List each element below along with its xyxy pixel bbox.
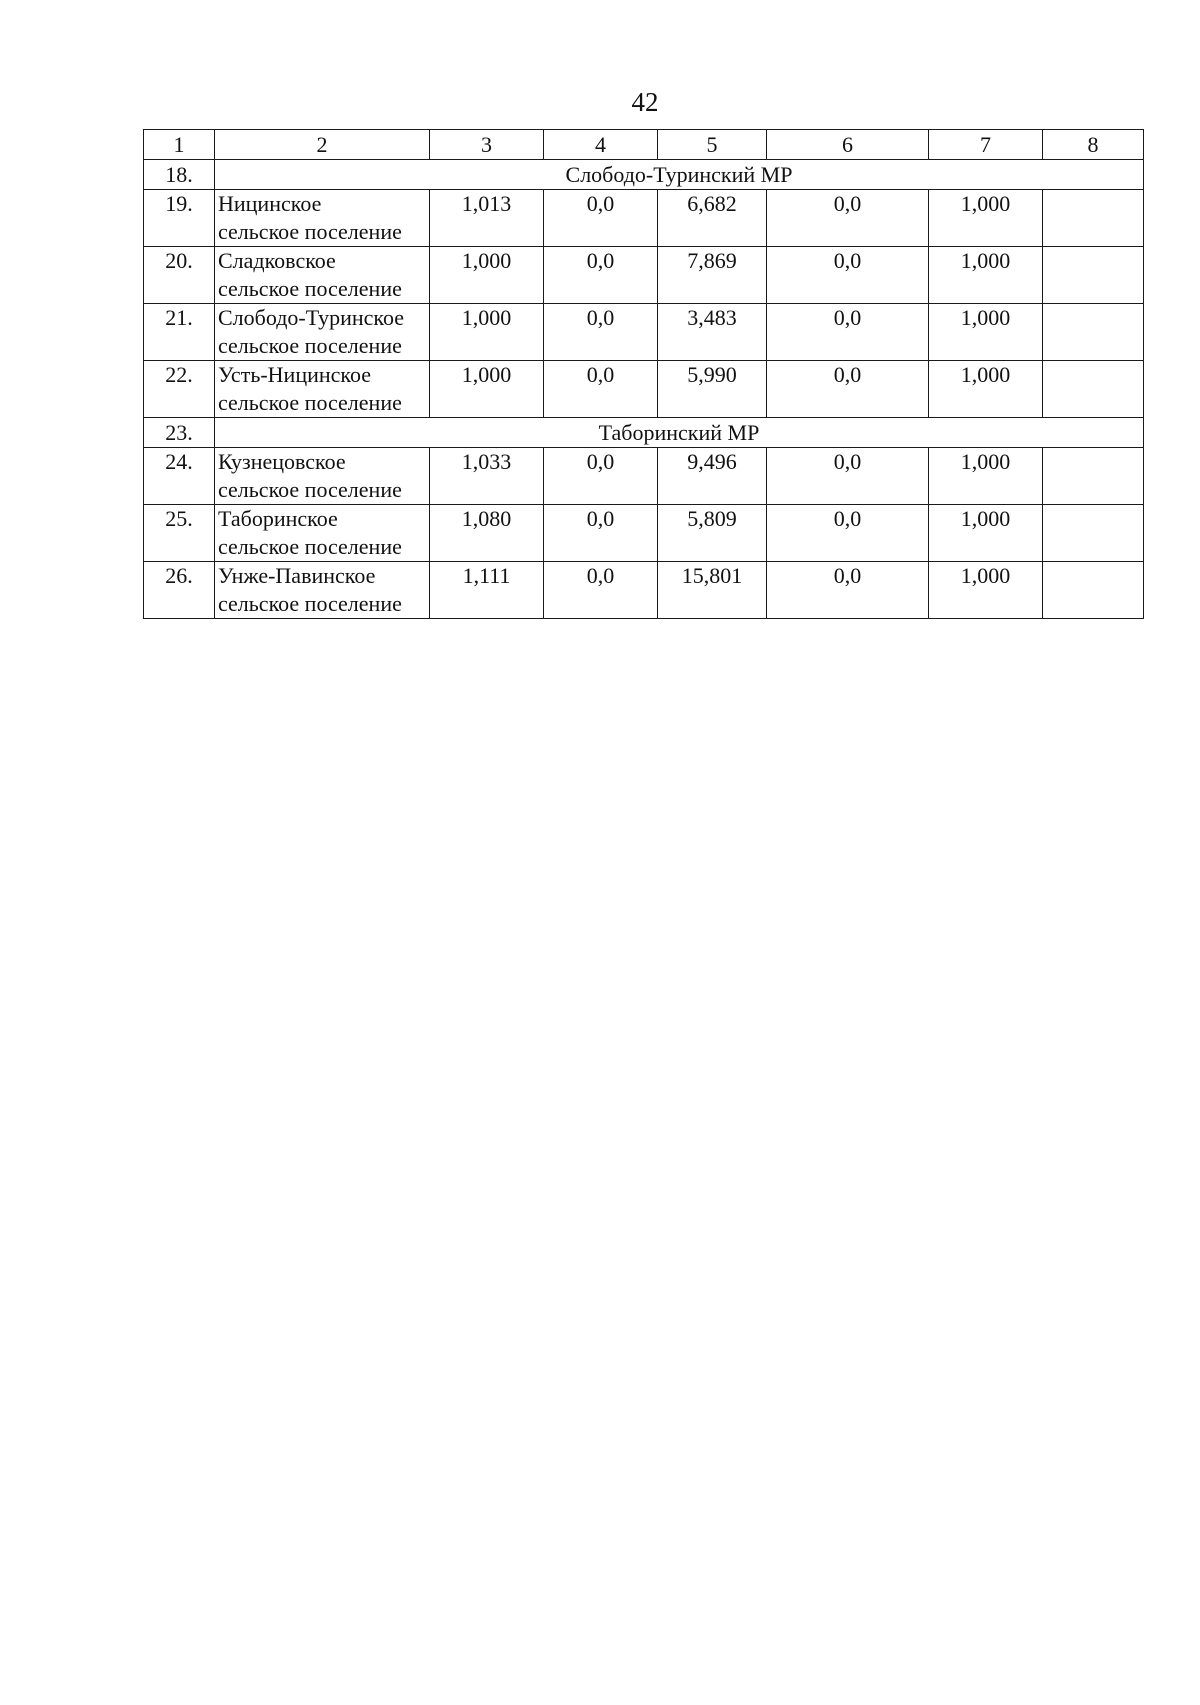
settlement-name-line2: сельское поселение: [218, 591, 402, 616]
cell-col8: [1043, 304, 1144, 361]
cell-col5: 9,496: [658, 448, 767, 505]
settlement-name-line2: сельское поселение: [218, 276, 402, 301]
cell-col5: 6,682: [658, 190, 767, 247]
column-header: 4: [544, 130, 658, 160]
row-number: 26.: [144, 562, 215, 619]
row-number: 20.: [144, 247, 215, 304]
cell-col8: [1043, 190, 1144, 247]
column-header: 2: [215, 130, 430, 160]
table-row: [144, 190, 1144, 247]
cell-col6: 0,0: [767, 562, 929, 619]
cell-col5: 5,809: [658, 505, 767, 562]
cell-col5: 15,801: [658, 562, 767, 619]
column-header: 1: [144, 130, 215, 160]
cell-col4: 0,0: [544, 448, 658, 505]
cell-col8: [1043, 247, 1144, 304]
settlement-name-line2: сельское поселение: [218, 390, 402, 415]
group-name: Таборинский МР: [215, 418, 1144, 448]
table-row: [144, 562, 1144, 619]
cell-col5: 5,990: [658, 361, 767, 418]
settlement-name-line1: Усть-Ницинское: [218, 362, 372, 387]
row-number: 25.: [144, 505, 215, 562]
settlement-name-line1: Таборинское: [218, 506, 338, 531]
settlement-name: [215, 562, 430, 619]
cell-col3: 1,013: [430, 190, 544, 247]
cell-col3: 1,000: [430, 304, 544, 361]
table-row: [144, 247, 1144, 304]
table-row: [144, 448, 1144, 505]
settlement-name: [215, 505, 430, 562]
table-row: [144, 505, 1144, 562]
column-header: 8: [1043, 130, 1144, 160]
settlement-name-line2: сельское поселение: [218, 333, 402, 358]
cell-col6: 0,0: [767, 190, 929, 247]
cell-col7: 1,000: [929, 304, 1043, 361]
cell-col7: 1,000: [929, 247, 1043, 304]
cell-col5: 7,869: [658, 247, 767, 304]
cell-col3: 1,080: [430, 505, 544, 562]
group-name: Слободо-Туринский МР: [215, 160, 1144, 190]
settlement-name-line1: Кузнецовское: [218, 449, 346, 474]
cell-col8: [1043, 361, 1144, 418]
column-header: 5: [658, 130, 767, 160]
settlement-name-line1: Слободо-Туринское: [218, 305, 404, 330]
cell-col7: 1,000: [929, 562, 1043, 619]
cell-col5: 3,483: [658, 304, 767, 361]
settlement-name-line1: Ницинское: [218, 191, 322, 216]
cell-col6: 0,0: [767, 505, 929, 562]
cell-col6: 0,0: [767, 448, 929, 505]
cell-col7: 1,000: [929, 505, 1043, 562]
cell-col4: 0,0: [544, 361, 658, 418]
settlement-name-line1: Унже-Павинское: [218, 563, 376, 588]
column-header: 6: [767, 130, 929, 160]
settlement-name-line1: Сладковское: [218, 248, 336, 273]
cell-col4: 0,0: [544, 505, 658, 562]
settlement-name-line2: сельское поселение: [218, 219, 402, 244]
settlement-name: [215, 304, 430, 361]
cell-col7: 1,000: [929, 448, 1043, 505]
table-row: [144, 361, 1144, 418]
group-row: [144, 418, 1144, 448]
cell-col7: 1,000: [929, 361, 1043, 418]
cell-col4: 0,0: [544, 247, 658, 304]
cell-col8: [1043, 562, 1144, 619]
row-number: 21.: [144, 304, 215, 361]
cell-col6: 0,0: [767, 361, 929, 418]
settlement-name-line2: сельское поселение: [218, 477, 402, 502]
cell-col7: 1,000: [929, 190, 1043, 247]
cell-col4: 0,0: [544, 190, 658, 247]
cell-col3: 1,111: [430, 562, 544, 619]
row-number: 24.: [144, 448, 215, 505]
row-number: 19.: [144, 190, 215, 247]
cell-col4: 0,0: [544, 562, 658, 619]
settlement-name: [215, 448, 430, 505]
cell-col6: 0,0: [767, 304, 929, 361]
cell-col3: 1,000: [430, 247, 544, 304]
settlement-name: [215, 190, 430, 247]
settlement-name: [215, 361, 430, 418]
cell-col3: 1,033: [430, 448, 544, 505]
settlement-name: [215, 247, 430, 304]
column-header: 7: [929, 130, 1043, 160]
row-number: 22.: [144, 361, 215, 418]
row-number: 23.: [144, 418, 215, 448]
cell-col3: 1,000: [430, 361, 544, 418]
table-row: [144, 304, 1144, 361]
cell-col4: 0,0: [544, 304, 658, 361]
cell-col6: 0,0: [767, 247, 929, 304]
column-header-row: [144, 130, 1144, 160]
group-row: [144, 160, 1144, 190]
cell-col8: [1043, 505, 1144, 562]
data-table: [143, 129, 1144, 619]
column-header: 3: [430, 130, 544, 160]
page-number: 42: [631, 87, 659, 117]
row-number: 18.: [144, 160, 215, 190]
settlement-name-line2: сельское поселение: [218, 534, 402, 559]
cell-col8: [1043, 448, 1144, 505]
